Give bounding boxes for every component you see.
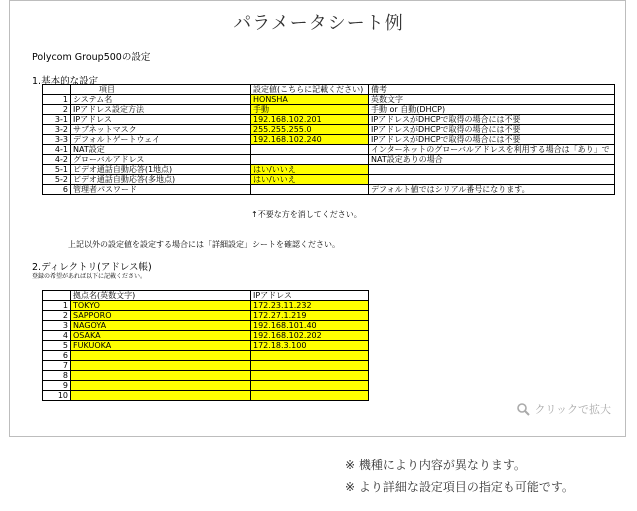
row-number: 2 [43,105,71,115]
row-item: NAT設定 [71,145,251,155]
footnote-2: ※ より詳細な設定項目の指定も可能です。 [345,480,574,494]
header-item: 項目 [71,85,251,95]
directory-table [42,290,369,401]
row-item: サブネットマスク [71,125,251,135]
row-item: システム名 [71,95,251,105]
table-row [43,185,615,195]
row-item: IPアドレス [71,115,251,125]
table-row [43,361,369,371]
row-site-name: FUKUOKA [71,341,251,351]
row-number: 6 [43,351,71,361]
row-number: 4-2 [43,155,71,165]
row-note: IPアドレスがDHCPで取得の場合には不要 [369,115,615,125]
table-row [43,341,369,351]
header-site-name: 拠点名(英数文字) [71,291,251,301]
row-site-name: TOKYO [71,301,251,311]
row-ip: 172.27.1.219 [251,311,369,321]
row-number: 4 [43,331,71,341]
zoom-link[interactable] [517,401,611,417]
parameter-sheet-image[interactable] [9,0,626,437]
row-value [251,145,369,155]
row-number: 5-1 [43,165,71,175]
basic-settings-table [42,84,615,195]
table-row [43,391,369,401]
row-note: IPアドレスがDHCPで取得の場合には不要 [369,125,615,135]
row-number: 3-1 [43,115,71,125]
row-number: 1 [43,301,71,311]
table-row [43,165,615,175]
table-row [43,125,615,135]
table-row [43,371,369,381]
row-site-name: NAGOYA [71,321,251,331]
section2-heading: 2.ディレクトリ(アドレス帳) [32,262,152,273]
table-row [43,135,615,145]
row-number: 3-3 [43,135,71,145]
row-value [251,155,369,165]
header-ip: IPアドレス [251,291,369,301]
row-note: デフォルト値ではシリアル番号になります。 [369,185,615,195]
row-site-name: OSAKA [71,331,251,341]
row-number: 6 [43,185,71,195]
advanced-settings-note: 上記以外の設定値を設定する場合には「詳細設定」シートを確認ください。 [68,240,340,249]
table-row [43,311,369,321]
row-note: インターネットのグローバルアドレスを利用する場合は「あり」で [369,145,615,155]
row-number: 9 [43,381,71,391]
header-num [43,85,71,95]
table-row [43,301,369,311]
section2-subheading: 登録の希望があれば以下に記載ください。 [32,273,147,280]
row-number: 1 [43,95,71,105]
row-site-name [71,381,251,391]
row-ip [251,371,369,381]
header-note: 備考 [369,85,615,95]
row-number: 2 [43,311,71,321]
row-note: 英数文字 [369,95,615,105]
row-item: 管理者パスワード [71,185,251,195]
table-row [43,95,615,105]
row-number: 10 [43,391,71,401]
row-number: 5-2 [43,175,71,185]
row-ip: 192.168.101.40 [251,321,369,331]
row-site-name: SAPPORO [71,311,251,321]
row-value [251,185,369,195]
row-ip [251,351,369,361]
row-value: はい/いいえ [251,175,369,185]
row-ip: 192.168.102.202 [251,331,369,341]
zoom-label: クリックで拡大 [534,403,611,416]
table-row [43,105,615,115]
row-ip [251,391,369,401]
table-row [43,115,615,125]
row-value: 255.255.255.0 [251,125,369,135]
row-number: 4-1 [43,145,71,155]
row-item: IPアドレス設定方法 [71,105,251,115]
table-row [43,145,615,155]
row-site-name [71,391,251,401]
row-site-name [71,351,251,361]
row-note: NAT設定ありの場合 [369,155,615,165]
row-ip [251,361,369,371]
row-ip [251,381,369,391]
row-ip: 172.23.11.232 [251,301,369,311]
table-row [43,155,615,165]
row-number: 8 [43,371,71,381]
table-row [43,351,369,361]
row-item: ビデオ通話自動応答(多地点) [71,175,251,185]
table-row [43,321,369,331]
magnifier-icon [517,403,530,416]
header-num [43,291,71,301]
row-item: ビデオ通話自動応答(1地点) [71,165,251,175]
row-note [369,175,615,185]
row-ip: 172.18.3.100 [251,341,369,351]
page-title: パラメータシート例 [233,13,404,34]
table-header-row [43,291,369,301]
row-value: HONSHA [251,95,369,105]
row-number: 7 [43,361,71,371]
delete-unneeded-note: ↑不要な方を消してください。 [251,210,362,219]
row-value: 192.168.102.201 [251,115,369,125]
row-value: はい/いいえ [251,165,369,175]
row-note: 手動 or 自動(DHCP) [369,105,615,115]
row-item: グローバルアドレス [71,155,251,165]
row-value: 手動 [251,105,369,115]
sheet-subtitle: Polycom Group500の設定 [32,52,151,63]
table-row [43,331,369,341]
row-number: 3-2 [43,125,71,135]
table-header-row [43,85,615,95]
row-note [369,165,615,175]
section1-heading: 1.基本的な設定 [32,76,99,87]
row-item: デフォルトゲートウェイ [71,135,251,145]
row-note: IPアドレスがDHCPで取得の場合には不要 [369,135,615,145]
table-row [43,381,369,391]
row-number: 5 [43,341,71,351]
footnote-1: ※ 機種により内容が異なります。 [345,458,526,472]
row-site-name [71,361,251,371]
header-value: 設定値(こちらに記載ください) [251,85,369,95]
row-number: 3 [43,321,71,331]
row-site-name [71,371,251,381]
row-value: 192.168.102.240 [251,135,369,145]
table-row [43,175,615,185]
